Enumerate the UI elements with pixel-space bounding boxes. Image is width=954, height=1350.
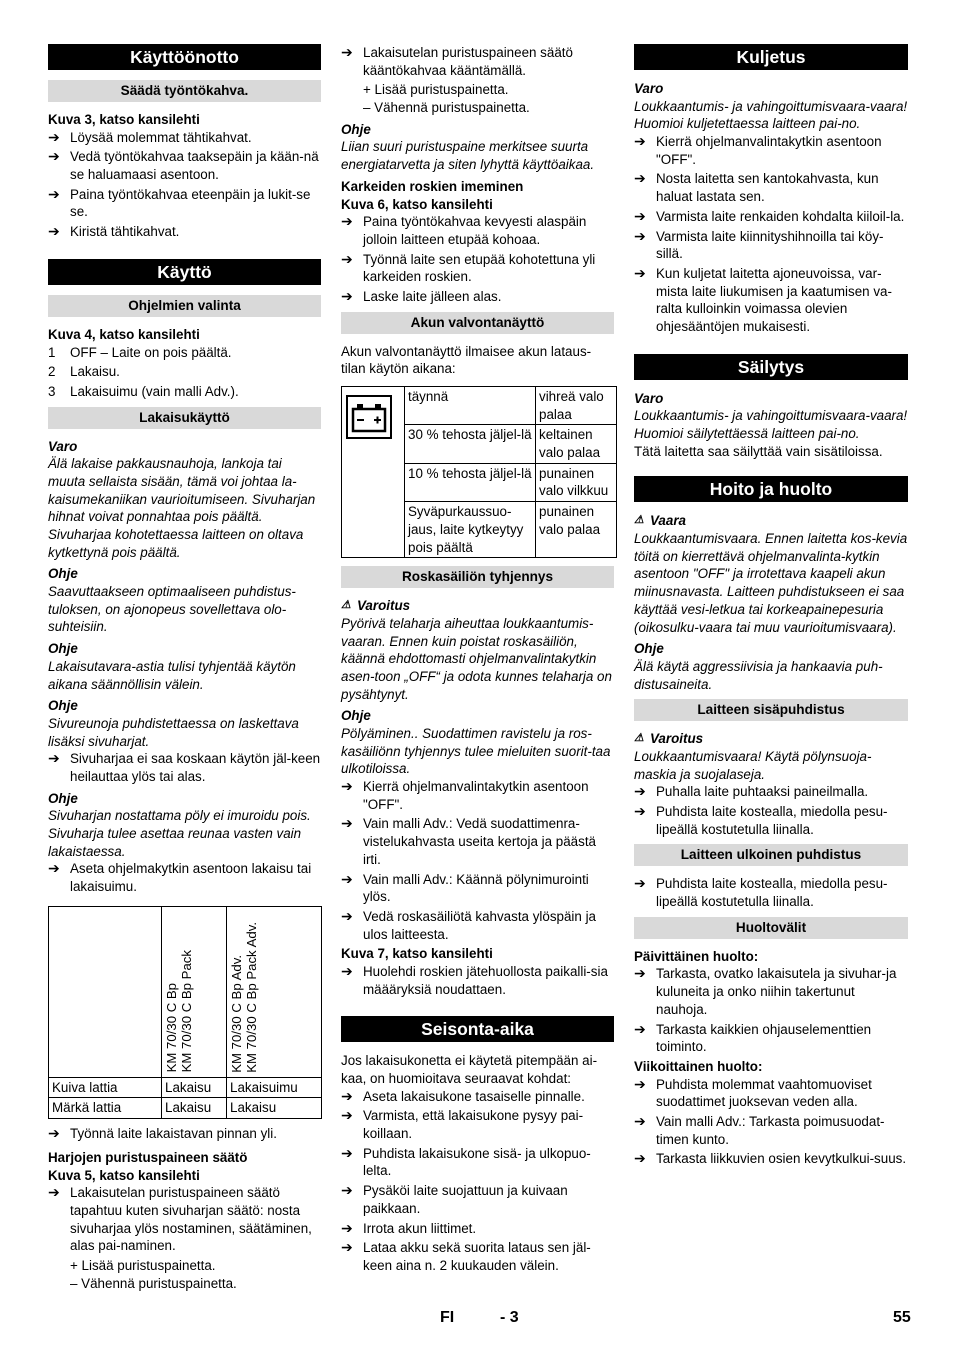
- step: ➔ Puhdista lakaisukone sisä- ja ulkopuo-lelta.: [341, 1144, 591, 1179]
- paragraph: Akun valvontanäyttö ilmaisee akun lataus-tilan käytön aikana:: [341, 343, 592, 377]
- warning-icon: ⚠: [634, 514, 644, 527]
- step: ➔ Laske laite jälleen alas.: [341, 287, 502, 304]
- step: ➔ Tarkasta liikkuvien osien kevytkulkui-suus.: [634, 1150, 907, 1167]
- varoitus-label: ⚠ Varoitus: [634, 731, 704, 747]
- step: ➔ Kierrä ohjelmanvalintakytkin asentoon "OFF".: [341, 778, 589, 812]
- ohje-text: Sivureunoja puhdistettaessa on laskettava lisäksi sivuharjat.: [48, 715, 299, 749]
- section-title-sailytys: Säilytys: [634, 354, 908, 380]
- arrow-icon: ➔: [48, 1184, 60, 1201]
- numbered-item: 2 Lakaisu.: [48, 364, 120, 380]
- arrow-icon: ➔: [341, 1239, 353, 1256]
- table-row: Syväpurkaussuo-jaus, laite kytkeytyy pois päältä punainen valo palaa: [342, 502, 617, 558]
- arrow-icon: ➔: [341, 250, 353, 267]
- step: ➔ Huolehdi roskien jätehuollosta paikalli-sia määäryksiä noudattaen.: [341, 962, 608, 997]
- ohje-label: Ohje: [48, 790, 78, 806]
- warning-icon: ⚠: [341, 599, 351, 612]
- varo-label: Varo: [634, 390, 664, 406]
- column-2: ➔ Lakaisutelan puristuspaineen säätö kääntökahvaa kääntämällä. + Lisää puristuspainetta. – Vähennä puristuspainetta. Ohje Liian suuri puristuspaine merkitsee suurta energiatarvetta ja siten lyhyttä käyttöaikaa. Karkeiden roskien imeminen Kuva 6, katso kansilehti ➔ Paina työntökahvaa kevyesti alaspäin jolloin laitteen etupää kohoaa. ➔ Työnnä laite sen etupää kohotettuna yli karkeiden roskien. ➔ Laske laite jälleen alas. Akun valvontanäyttö Akun valvontanäyttö ilmaisee akun lataus-tilan käytön aikana: täynnä vihreä valo palaa 30 % tehosta jäljel-lä keltainen valo palaa 10 % tehosta jäljel-lä punainen valo vilkkuu Syväpurkaussuo-jaus, laite kytkeytyy pois päältä punainen valo palaa Roskasäiliön tyhjennys ⚠ Varoitus Pyörivä telaharja aiheuttaa loukkaantumis-vaaran. Ennen kuin poistat roskasäiliön, käännä ehdottomasti ohjelmanvalintakytkin asen-toon „OFF“ ja odota kunnes telaharja on pysähtynyt. Ohje Pölyäminen.. Suodattimen ravistelu ja ros-kasäiliönn tyhjennys tulee mieluiten suorit-taa ulkotiloissa. ➔ Kierrä ohjelmanvalintakytkin asentoon "OFF". ➔ Vain malli Adv.: Vedä suodattimenra-vistelukahvasta useita kertoja ja päästä irti. ➔ Vain malli Adv.: Käännä pölynimurointi ylös. ➔ Vedä roskasäiliötä kahvasta ylöspäin ja ulos laitteesta. Kuva 7, katso kansilehti ➔ Huolehdi roskien jätehuollosta paikalli-sia määäryksiä noudattaen. Seisonta-aika Jos lakaisukonetta ei käytetä pitempään ai-kaa, on huomioitava seuraavat kohdat: ➔ Aseta lakaisukone tasaiselle pinnalle. ➔ Varmista, että lakaisukone pysyy pai-koillaan. ➔ Puhdista lakaisukone sisä- ja ulkopuo-lelta. ➔ Pysäköi laite suojattuun ja kuivaan paikkaan. ➔ Irrota akun liittimet. ➔ Lataa akku sekä suorita lataus sen jäl-keen aina n. 2 kuukauden välein.: [341, 44, 614, 1277]
- subsection-title: Roskasäiliön tyhjennys: [341, 566, 614, 588]
- table-row: 10 % tehosta jäljel-lä punainen valo vilkkuu: [342, 463, 617, 501]
- arrow-icon: ➔: [48, 185, 60, 202]
- step: ➔ Vain malli Adv.: Tarkasta poimusuodat-timen kunto.: [634, 1112, 885, 1147]
- step: ➔ Työnnä laite lakaistavan pinnan yli.: [48, 1125, 277, 1142]
- arrow-icon: ➔: [341, 1144, 353, 1161]
- subsection-title: Lakaisukäyttö: [48, 407, 321, 429]
- arrow-icon: ➔: [341, 778, 353, 795]
- vaara-text: Loukkaantumisvaara. Ennen laitetta kos-kevia töitä on kierrettävä ohjelmanvalinta-kytkin asentoon "OFF" ja irrotettava kaapeli akun miinusnavasta. Laitteen puhdistukseen ei saa käyttää vesi-letkua tai korkeapainepesuria (oikosulku-vaara tai muu vaurioitumisvaara).: [634, 531, 908, 635]
- arrow-icon: ➔: [634, 207, 646, 224]
- subsection-title: Ohjelmien valinta: [48, 295, 321, 317]
- ohje-text: Älä käytä aggressiivisia ja hankaavia puh-distusaineita.: [634, 658, 883, 692]
- figure-ref: Kuva 5, katso kansilehti: [48, 1167, 200, 1183]
- table-row: Märkä lattia Lakaisu Lakaisu: [49, 1098, 322, 1119]
- subsection-title: Huoltovälit: [634, 917, 908, 939]
- ohje-label: Ohje: [48, 641, 78, 657]
- paragraph: Tätä laitetta saa säilyttää vain sisätiloissa.: [634, 443, 883, 459]
- subsection-title: Säädä työntökahva.: [48, 80, 321, 102]
- footer-language: FI: [440, 1309, 455, 1326]
- paragraph: Jos lakaisukonetta ei käytetä pitempään ai-kaa, on huomioitava seuraavat kohdat:: [341, 1053, 598, 1086]
- section-title-hoito: Hoito ja huolto: [634, 476, 908, 502]
- battery-cell: [342, 387, 405, 558]
- arrow-icon: ➔: [634, 1150, 646, 1167]
- varoitus-label: ⚠ Varoitus: [341, 598, 411, 614]
- table-header: KM 70/30 C Bp Adv. KM 70/30 C Bp Pack Adv.: [227, 906, 322, 1077]
- heading: Päivittäinen huolto:: [634, 948, 759, 964]
- ohje-text: Saavuttaakseen optimaaliseen puhdistus-tuloksen, on ajonopeus sovellettava olo-suhteisiin.: [48, 584, 296, 635]
- table-row: Kuiva lattia Lakaisu Lakaisuimu: [49, 1077, 322, 1098]
- column-1: Käyttöönotto Säädä työntökahva. Kuva 3, katso kansilehti ➔ Löysää molemmat tähtikahvat. ➔ Vedä työntökahvaa taaksepäin ja kään-nä se haluamaasi asentoon. ➔ Paina työntökahvaa eteenpäin ja lukit-se se. ➔ Kiristä tähtikahvat. Käyttö Ohjelmien valinta Kuva 4, katso kansilehti 1 OFF – Laite on pois päältä. 2 Lakaisu. 3 Lakaisuimu (vain malli Adv.). Lakaisukäyttö Varo Älä lakaise pakkausnauhoja, lankoja tai muuta sellaista sisään, tämä voi johtaa la-kaisumekaniikan vaurioitumiseen. Sivuharjan hihnat voivat ponnahtaa pois päältä. Sivuharjaa kohotettaessa laitteen on oltava kytkettynä pois päältä. Ohje Saavuttaakseen optimaaliseen puhdistus-tuloksen, on ajonopeus sovellettava olo-suhteisiin. Ohje Lakaisutavara-astia tulisi tyhjentää käytön aikana säännöllisin välein. Ohje Sivureunoja puhdistettaessa on laskettava lisäksi sivuharjat. ➔ Sivuharjaa ei saa koskaan käytön jäl-keen heilauttaa ylös tai alas. Ohje Sivuharjan nostattama pöly ei imuroidu pois. Sivuharja tulee asettaa reunaa vasten vain lakaistaessa. ➔ Aseta ohjelmakytkin asentoon lakaisu tai lakaisuimu. KM 70/30 C Bp KM 70/30 C Bp Pack KM 70/30 C Bp Adv. KM 70/30 C Bp Pack Adv. Kuiva lattia Lakaisu Lakaisuimu Märkä lattia Lakaisu Lakaisu ➔ Työnnä laite lakaistavan pinnan yli. Harjojen puristuspaineen säätö Kuva 5, katso kansilehti ➔ Lakaisutelan puristuspaineen säätö tapahtuu kuten sivuharjan säätö: nosta sivuharjaa ylös nostaminen, säätäminen, alas pai-naminen. + Lisää puristuspainetta. – Vähennä puristuspainetta.: [48, 44, 321, 1292]
- arrow-icon: ➔: [341, 1219, 353, 1236]
- subsection-title: Akun valvontanäyttö: [341, 312, 614, 334]
- step: ➔ Kiristä tähtikahvat.: [48, 223, 180, 240]
- section-title-kaytto: Käyttö: [48, 259, 321, 285]
- arrow-icon: ➔: [341, 287, 353, 304]
- arrow-icon: ➔: [48, 223, 60, 240]
- varo-label: Varo: [48, 438, 78, 454]
- table-row: 30 % tehosta jäljel-lä keltainen valo palaa: [342, 425, 617, 463]
- table-header: KM 70/30 C Bp KM 70/30 C Bp Pack: [162, 906, 227, 1077]
- figure-ref: Kuva 6, katso kansilehti: [341, 196, 493, 212]
- subsection-title: Laitteen ulkoinen puhdistus: [634, 844, 908, 866]
- arrow-icon: ➔: [341, 962, 353, 979]
- arrow-icon: ➔: [634, 133, 646, 150]
- figure-ref: Kuva 4, katso kansilehti: [48, 326, 200, 342]
- arrow-icon: ➔: [634, 1075, 646, 1092]
- step: ➔ Vedä roskasäiliötä kahvasta ylöspäin ja ulos laitteesta.: [341, 907, 596, 942]
- step: ➔ Työnnä laite sen etupää kohotettuna yli karkeiden roskien.: [341, 250, 596, 285]
- step: ➔ Kun kuljetat laitetta ajoneuvoissa, var-mista laite liukumisen ja kaatumisen va-ralta kulloinkin voimassa olevien ohjesääntöjen mukaisesti.: [634, 264, 892, 334]
- varo-text: Loukkaantumis- ja vahingoittumisvaara-vaara! Huomioi säilytettäessä laitteen pai-no.: [634, 408, 908, 441]
- heading: Viikoittainen huolto:: [634, 1058, 763, 1074]
- arrow-icon: ➔: [341, 907, 353, 924]
- numbered-item: 1 OFF – Laite on pois päältä.: [48, 344, 232, 360]
- heading: Karkeiden roskien imeminen: [341, 178, 524, 194]
- arrow-icon: ➔: [634, 1112, 646, 1129]
- ohje-text: Pölyäminen.. Suodattimen ravistelu ja ros-kasäiliönn tyhjennys tulee mieluiten suorit-taa ulkotiloissa.: [341, 726, 611, 777]
- step: ➔ Puhdista molemmat vaahtomuoviset suodattimet juoksevan veden alla.: [634, 1075, 872, 1110]
- varo-label: Varo: [634, 81, 664, 96]
- heading: Harjojen puristuspaineen säätö: [48, 1149, 248, 1165]
- step: ➔ Paina työntökahvaa eteenpäin ja lukit-se se.: [48, 185, 311, 220]
- arrow-icon: ➔: [48, 148, 60, 165]
- step: ➔ Kierrä ohjelmanvalintakytkin asentoon "OFF".: [634, 133, 882, 167]
- ohje-label: Ohje: [341, 121, 371, 137]
- varo-text: Loukkaantumis- ja vahingoittumisvaara-vaara! Huomioi kuljetettaessa laitteen pai-no.: [634, 98, 908, 132]
- arrow-icon: ➔: [341, 1107, 353, 1124]
- step: ➔ Vain malli Adv.: Vedä suodattimenra-vistelukahvasta useita kertoja ja päästä irti.: [341, 815, 596, 867]
- step: ➔ Varmista laite renkaiden kohdalta kiiloil-la.: [634, 207, 905, 224]
- arrow-icon: ➔: [634, 783, 646, 800]
- arrow-icon: ➔: [341, 870, 353, 887]
- step: ➔ Puhalla laite puhtaaksi paineilmalla.: [634, 783, 869, 800]
- step: ➔ Vedä työntökahvaa taaksepäin ja kään-nä se haluamaasi asentoon.: [48, 148, 319, 183]
- step: ➔ Irrota akun liittimet.: [341, 1219, 477, 1236]
- step: ➔ Lataa akku sekä suorita lataus sen jäl-keen aina n. 2 kuukauden välein.: [341, 1239, 591, 1273]
- step: ➔ Lakaisutelan puristuspaineen säätö kääntökahvaa kääntämällä.: [341, 44, 573, 78]
- step: ➔ Sivuharjaa ei saa koskaan käytön jäl-keen heilauttaa ylös tai alas.: [48, 750, 321, 784]
- arrow-icon: ➔: [634, 227, 646, 244]
- ohje-label: Ohje: [48, 698, 78, 714]
- column-3: [634, 44, 908, 1170]
- arrow-icon: ➔: [48, 750, 60, 767]
- ohje-text: Liian suuri puristuspaine merkitsee suurta energiatarvetta ja siten lyhyttä käyttöaikaa.: [341, 139, 595, 173]
- program-table: [48, 906, 322, 1119]
- table-corner: [49, 906, 162, 1077]
- arrow-icon: ➔: [634, 803, 646, 819]
- arrow-icon: ➔: [48, 1125, 60, 1142]
- step: ➔ Tarkasta kaikkien ohjauselementtien toiminto.: [634, 1020, 872, 1055]
- ohje-label: Ohje: [48, 566, 78, 582]
- arrow-icon: ➔: [634, 264, 646, 281]
- section-title-kayttoonotto: Käyttöönotto: [48, 44, 321, 70]
- arrow-icon: ➔: [634, 170, 646, 187]
- arrow-icon: ➔: [634, 965, 646, 982]
- section-title-kuljetus: Kuljetus: [634, 44, 908, 70]
- step: ➔ Vain malli Adv.: Käännä pölynimurointi ylös.: [341, 870, 589, 905]
- arrow-icon: ➔: [341, 815, 353, 832]
- numbered-item: 3 Lakaisuimu (vain malli Adv.).: [48, 383, 239, 399]
- arrow-icon: ➔: [634, 875, 646, 892]
- step: ➔ Puhdista laite kostealla, miedolla pesu-lipeällä kostutetulla liinalla.: [634, 875, 888, 910]
- varo-text: Älä lakaise pakkausnauhoja, lankoja tai muuta sellaista sisään, tämä voi johtaa la-kaisumekaniikan vaurioitumiseen. Sivuharjan hihnat voivat ponnahtaa pois päältä. Sivuharjaa kohotettaessa laitteen on oltava kytkettynä pois päältä.: [48, 456, 316, 560]
- arrow-icon: ➔: [48, 128, 60, 145]
- ohje-label: Ohje: [634, 641, 664, 657]
- battery-icon: [346, 395, 392, 439]
- step: ➔ Löysää molemmat tähtikahvat.: [48, 128, 252, 145]
- step: ➔ Tarkasta, ovatko lakaisutela ja sivuhar-ja kuluneita ja onko niihin takertunut nauhoja.: [634, 965, 897, 1017]
- step: ➔ Varmista laite kiinnityshihnoilla tai köy-sillä.: [634, 227, 884, 262]
- arrow-icon: ➔: [341, 1087, 353, 1104]
- figure-ref: Kuva 7, katso kansilehti: [341, 946, 493, 962]
- step: ➔ Aseta lakaisukone tasaiselle pinnalle.: [341, 1087, 585, 1104]
- section-title-seisonta: Seisonta-aika: [341, 1016, 614, 1042]
- arrow-icon: ➔: [341, 213, 353, 230]
- step: ➔ Paina työntökahvaa kevyesti alaspäin jolloin laitteen etupää kohoaa.: [341, 213, 587, 247]
- vaara-label: ⚠ Vaara: [634, 513, 686, 529]
- table-row: täynnä vihreä valo palaa: [342, 387, 617, 425]
- step: ➔ Aseta ohjelmakytkin asentoon lakaisu tai lakaisuimu.: [48, 860, 312, 895]
- arrow-icon: ➔: [341, 44, 353, 60]
- step: ➔ Lakaisutelan puristuspaineen säätö tapahtuu kuten sivuharjan säätö: nosta sivuharjaa ylös nostaminen, säätäminen, alas pai-naminen.: [48, 1184, 312, 1254]
- varoitus-text: Pyörivä telaharja aiheuttaa loukkaantumis-vaaran. Ennen kuin poistat roskasäiliön, käännä ehdottomasti ohjelmanvalintakytkin asen-toon „OFF“ ja odota kunnes telaharja on pysähtynyt.: [341, 615, 612, 702]
- ohje-text: Sivuharjan nostattama pöly ei imuroidu pois. Sivuharja tulee asettaa reunaa vasten vain lakaistaessa.: [48, 808, 311, 859]
- battery-table: [341, 386, 617, 558]
- varoitus-text: Loukkaantumisvaara! Käytä pölynsuoja-maskia ja suojalaseja.: [634, 748, 872, 782]
- ohje-label: Ohje: [341, 708, 371, 724]
- footer-page-local: - 3: [500, 1309, 519, 1326]
- step: ➔ Varmista, että lakaisukone pysyy pai-koillaan.: [341, 1107, 584, 1142]
- arrow-icon: ➔: [48, 860, 60, 877]
- arrow-icon: ➔: [634, 1020, 646, 1037]
- step: ➔ Puhdista laite kostealla, miedolla pesu-lipeällä kostutetulla liinalla.: [634, 803, 888, 837]
- subsection-title: Laitteen sisäpuhdistus: [634, 699, 908, 721]
- step: ➔ Nosta laitetta sen kantokahvasta, kun haluat lastata sen.: [634, 170, 879, 205]
- footer-page-number: 55: [893, 1309, 911, 1326]
- step: ➔ Pysäköi laite suojattuun ja kuivaan paikkaan.: [341, 1182, 568, 1216]
- warning-icon: ⚠: [634, 732, 644, 745]
- figure-ref: Kuva 3, katso kansilehti: [48, 112, 200, 127]
- ohje-text: Lakaisutavara-astia tulisi tyhjentää käytön aikana säännöllisin välein.: [48, 658, 296, 692]
- arrow-icon: ➔: [341, 1182, 353, 1199]
